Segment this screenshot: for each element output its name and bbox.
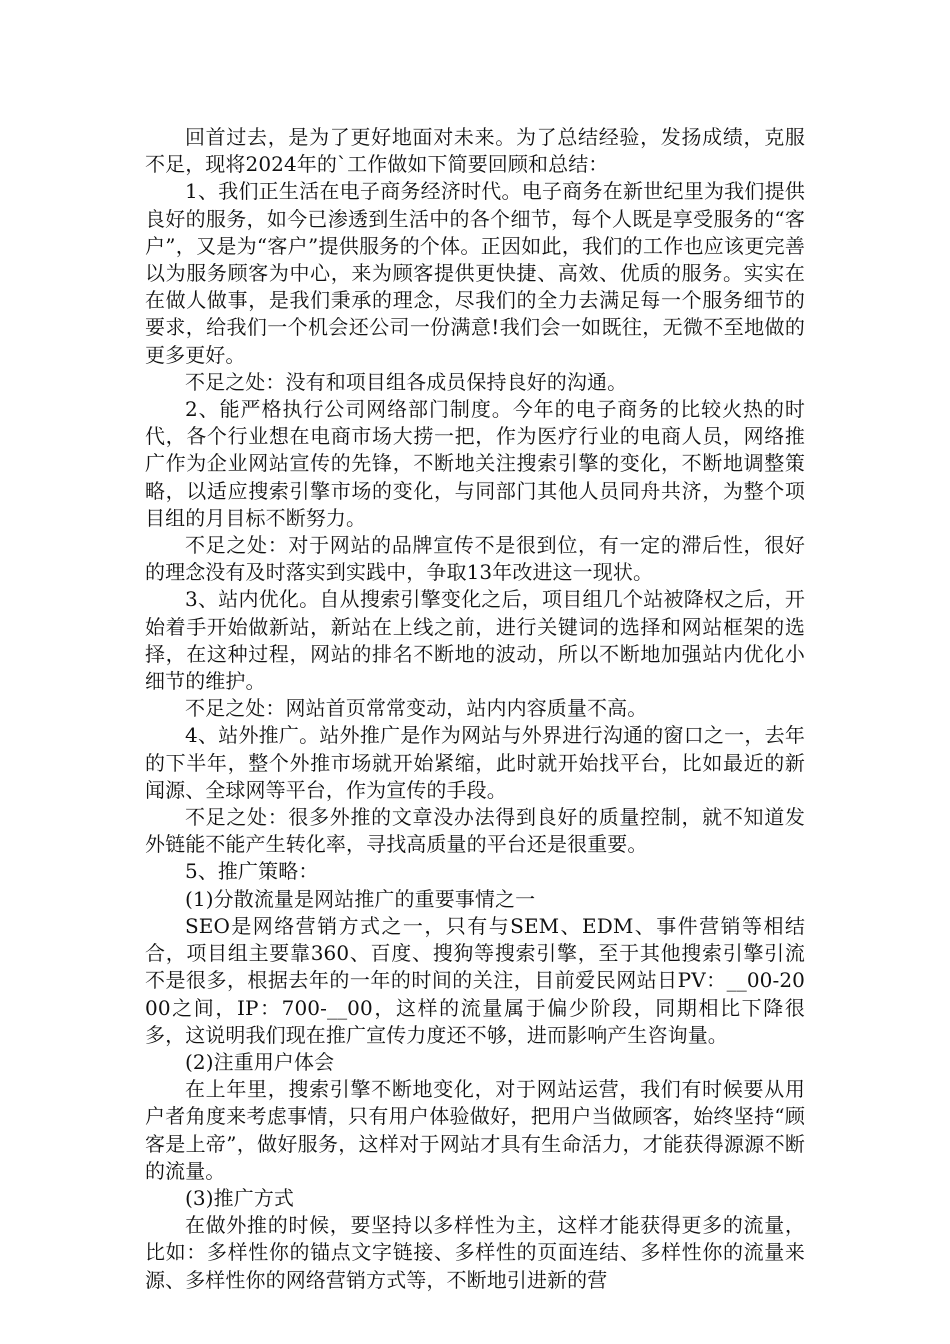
paragraph-shortcoming-1: 不足之处：没有和项目组各成员保持良好的沟通。 [185, 369, 628, 394]
paragraph-subheading-1: (1)分散流量是网站推广的重要事情之一 [185, 886, 536, 911]
paragraph-item-3: 3、站内优化。自从搜索引擎变化之后，项目组几个站被降权之后，开始着手开始做新站，新站在上线之前，进行关键词的选择和网站框架的选择，在这种过程，网站的排名不断地的波动，所以不断地加强站内优化小细节的维护。 [145, 587, 805, 694]
paragraph-promotion-methods: 在做外推的时候，要坚持以多样性为主，这样才能获得更多的流量，比如：多样性你的锚点文字链接、多样性的页面连结、多样性你的流量来源、多样性你的网络营销方式等，不断地引进新的营 [145, 1213, 805, 1292]
paragraph-item-2: 2、能严格执行公司网络部门制度。今年的电子商务的比较火热的时代，各个行业想在电商市场大捞一把，作为医疗行业的电商人员，网络推广作为企业网站宣传的先锋，不断地关注搜索引擎的变化，不断地调整策略，以适应搜索引擎市场的变化，与同部门其他人员同舟共济，为整个项目组的月目标不断努力。 [145, 397, 805, 530]
paragraph-item-4: 4、站外推广。站外推广是作为网站与外界进行沟通的窗口之一，去年的下半年，整个外推市场就开始紧缩，此时就开始找平台，比如最近的新闻源、全球网等平台，作为宣传的手段。 [145, 723, 805, 802]
paragraph-shortcoming-3: 不足之处：网站首页常常变动，站内内容质量不高。 [185, 696, 648, 721]
paragraph-subheading-2: (2)注重用户体会 [185, 1049, 335, 1074]
paragraph-intro: 回首过去，是为了更好地面对未来。为了总结经验，发扬成绩，克服不足，现将2024年的`工作做如下简要回顾和总结： [145, 125, 805, 177]
paragraph-seo: SEO是网络营销方式之一，只有与SEM、EDM、事件营销等相结合，项目组主要靠360、百度、搜狗等搜索引擎，至于其他搜索引擎引流不是很多，根据去年的一年的时间的关注，目前爱民网站日PV：__00-2000之间，IP：700-__00，这样的流量属于偏少阶段，同期相比下降很多，这说明我们现在推广宣传力度还不够，进而影响产生咨询量。 [145, 913, 805, 1047]
paragraph-subheading-3: (3)推广方式 [185, 1185, 295, 1210]
paragraph-user-experience: 在上年里，搜索引擎不断地变化，对于网站运营，我们有时候要从用户者角度来考虑事情，只有用户体验做好，把用户当做顾客，始终坚持“顾客是上帝”，做好服务，这样对于网站才具有生命活力，才能获得源源不断的流量。 [145, 1077, 805, 1183]
paragraph-item-5-heading: 5、推广策略： [185, 859, 319, 884]
paragraph-item-1: 1、我们正生活在电子商务经济时代。电子商务在新世纪里为我们提供良好的服务，如今已渗透到生活中的各个细节，每个人既是享受服务的“客户”，又是为“客户”提供服务的个体。正因如此，我们的工作也应该更完善以为服务顾客为中心，来为顾客提供更快捷、高效、优质的服务。实实在在做人做事，是我们秉承的理念，尽我们的全力去满足每一个服务细节的要求，给我们一个机会还公司一份满意!我们会一如既往，无微不至地做的更多更好。 [145, 179, 805, 367]
paragraph-shortcoming-2: 不足之处：对于网站的品牌宣传不是很到位，有一定的滞后性，很好的理念没有及时落实到实践中，争取13年改进这一现状。 [145, 533, 805, 585]
document-body [145, 124, 805, 1294]
paragraph-shortcoming-4: 不足之处：很多外推的文章没办法得到良好的质量控制，就不知道发外链能不能产生转化率，寻找高质量的平台还是很重要。 [145, 805, 805, 857]
